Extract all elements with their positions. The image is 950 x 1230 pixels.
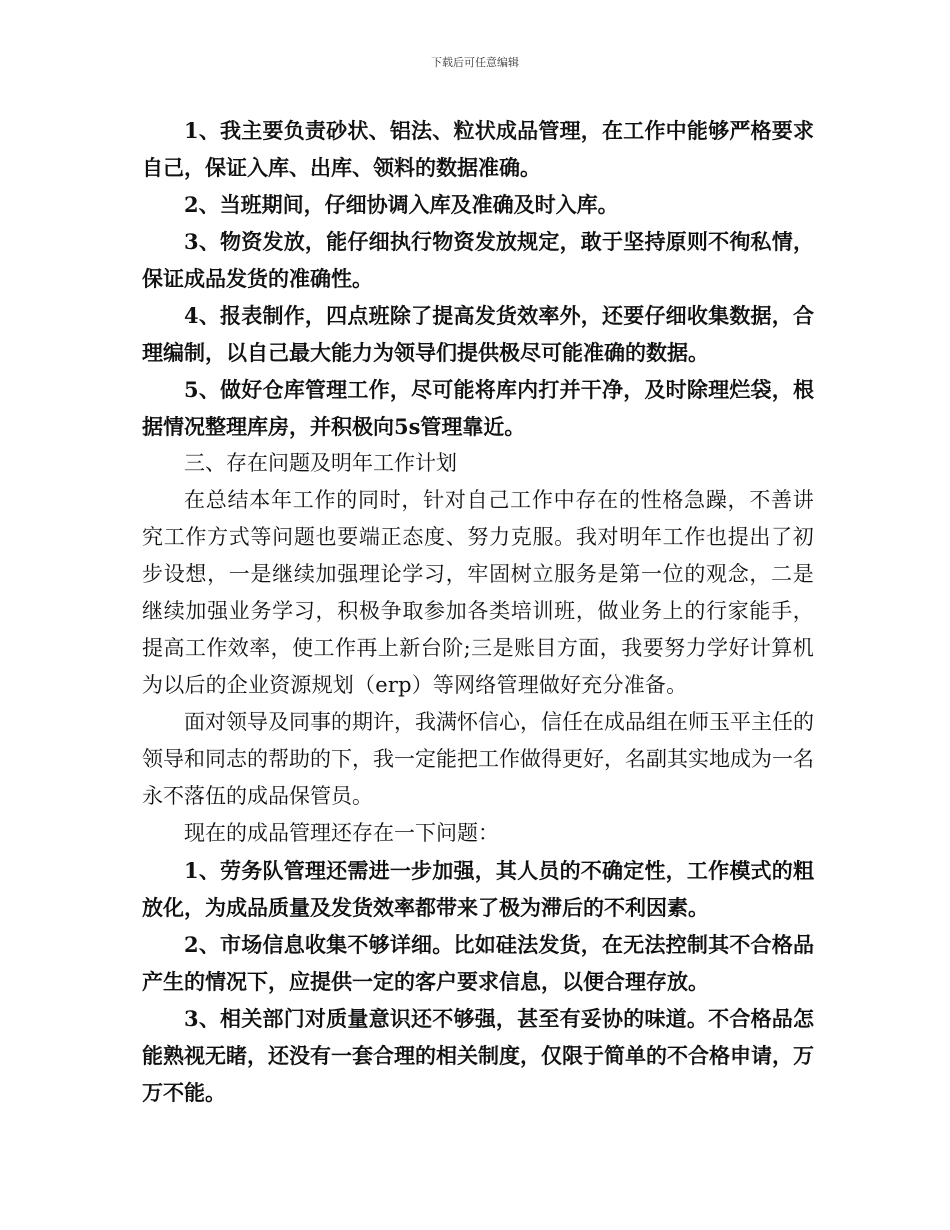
paragraph-plan: 在总结本年工作的同时，针对自己工作中存在的性格急躁，不善讲究工作方式等问题也要端正态度、努力克服。我对明年工作也提出了初步设想，一是继续加强理论学习，牢固树立服务是第一位的观念，二是继续加强业务学习，积极争取参加各类培训班，做业务上的行家能手，提高工作效率，使工作再上新台阶;三是账目方面，我要努力学好计算机为以后的企业资源规划（erp）等网络管理做好充分准备。 — [142, 488, 814, 697]
paragraph-item-1: 1、我主要负责砂状、铝法、粒状成品管理，在工作中能够严格要求自己，保证入库、出库、领料的数据准确。 — [142, 118, 814, 180]
header-note: 下载后可任意编辑 — [431, 56, 519, 69]
document-body — [142, 112, 814, 1111]
paragraph-problems-intro: 现在的成品管理还存在一下问题： — [184, 821, 499, 845]
paragraph-item-2: 2、当班期间，仔细协调入库及准确及时入库。 — [184, 192, 619, 217]
paragraph-item-3: 3、物资发放，能仔细执行物资发放规定，敢于坚持原则不徇私情，保证成品发货的准确性。 — [142, 229, 814, 291]
problem-item-1: 1、劳务队管理还需进一步加强，其人员的不确定性，工作模式的粗放化，为成品质量及发货效率都带来了极为滞后的不利因素。 — [142, 858, 814, 920]
paragraph-item-4: 4、报表制作，四点班除了提高发货效率外，还要仔细收集数据，合理编制，以自己最大能力为领导们提供极尽可能准确的数据。 — [142, 303, 814, 365]
paragraph-item-5: 5、做好仓库管理工作，尽可能将库内打并干净，及时除理烂袋，根据情况整理库房，并积极向5s管理靠近。 — [142, 377, 814, 439]
section-heading: 三、存在问题及明年工作计划 — [184, 451, 457, 475]
paragraph-confidence: 面对领导及同事的期许，我满怀信心，信任在成品组在师玉平主任的领导和同志的帮助的下，我一定能把工作做得更好，名副其实地成为一名永不落伍的成品保管员。 — [142, 710, 814, 808]
problem-item-3: 3、相关部门对质量意识还不够强，甚至有妥协的味道。不合格品怎能熟视无睹，还没有一套合理的相关制度，仅限于简单的不合格申请，万万不能。 — [142, 1006, 814, 1105]
problem-item-2: 2、市场信息收集不够详细。比如硅法发货，在无法控制其不合格品产生的情况下，应提供一定的客户要求信息，以便合理存放。 — [142, 932, 814, 994]
